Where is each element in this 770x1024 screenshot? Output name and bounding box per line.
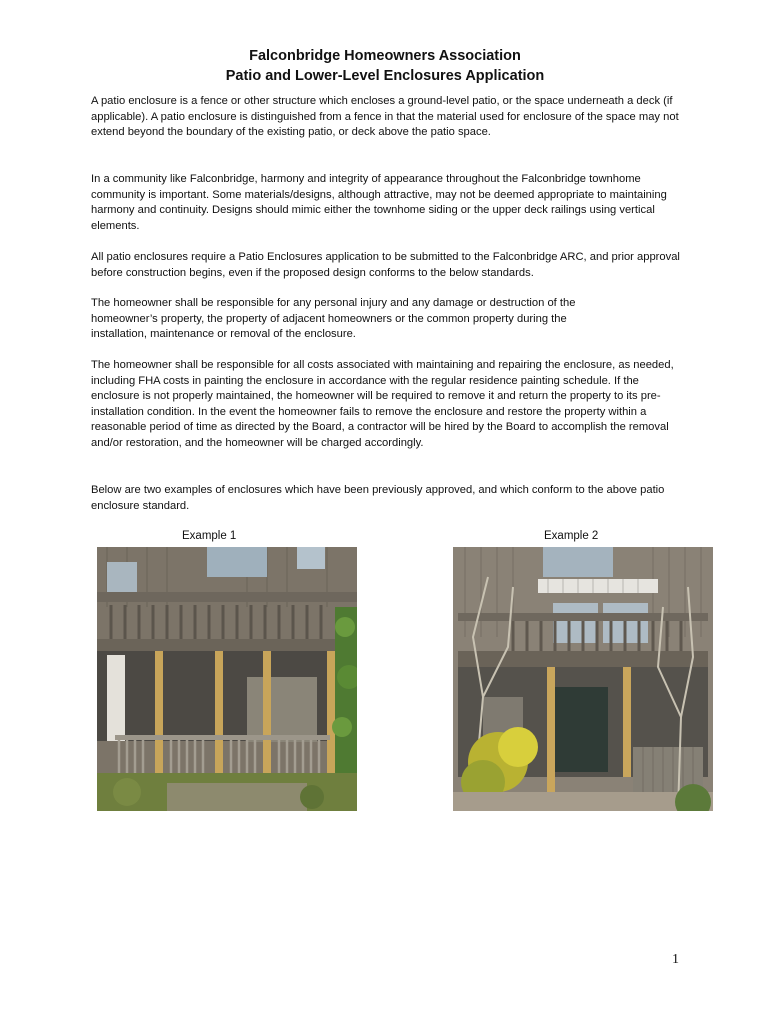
example-2-photo (453, 547, 713, 811)
paragraph-approval: All patio enclosures require a Patio Enclosures application to be submitted to the Falconbridge ARC, and prior approval before construction begins, even if the proposed design conforms to the below standards. (91, 251, 680, 279)
paragraph-liability: The homeowner shall be responsible for any personal injury and any damage or destruction of the homeowner’s property, the property of adjacent homeowners or the common property during the installation, maintenance or removal of the enclosure. (91, 297, 576, 341)
paragraph-harmony: In a community like Falconbridge, harmony and integrity of appearance throughout the Falconbridge townhome community is important. Some materials/designs, although attractive, may not be deemed appropriate to maintaining harmony and continuity. Designs should mimic either the townhome siding or the upper deck railings using vertical elements. (91, 173, 667, 232)
example-1-caption: Example 1 (182, 530, 237, 542)
example-1-photo (97, 547, 357, 811)
example-2-caption: Example 2 (544, 530, 599, 542)
paragraph-examples-intro: Below are two examples of enclosures which have been previously approved, and which conform to the above patio enclosure standard. (91, 484, 665, 512)
paragraph-maintenance: The homeowner shall be responsible for all costs associated with maintaining and repairing the enclosure, as needed, including FHA costs in painting the enclosure in accordance with the regular residence painting schedule. If the enclosure is not properly maintained, the homeowner will be required to remove it and return the property to its pre-installation condition. In the event the homeowner fails to remove the enclosure and restore the property within a reasonable period of time as directed by the Board, a contractor will be hired by the Board to accomplish the removal and/or restoration, and the homeowner will be charged accordingly. (91, 359, 674, 449)
title-line-2: Patio and Lower-Level Enclosures Application (225, 68, 545, 84)
paragraph-definition: A patio enclosure is a fence or other structure which encloses a ground-level patio, or the space underneath a deck (if applicable). A patio enclosure is distinguished from a fence in that the material used for enclosure of the space may not extend beyond the boundary of the existing patio, or deck above the patio space. (91, 95, 679, 139)
page-number: 1 (672, 952, 679, 967)
title-line-1: Falconbridge Homeowners Association (249, 48, 521, 64)
